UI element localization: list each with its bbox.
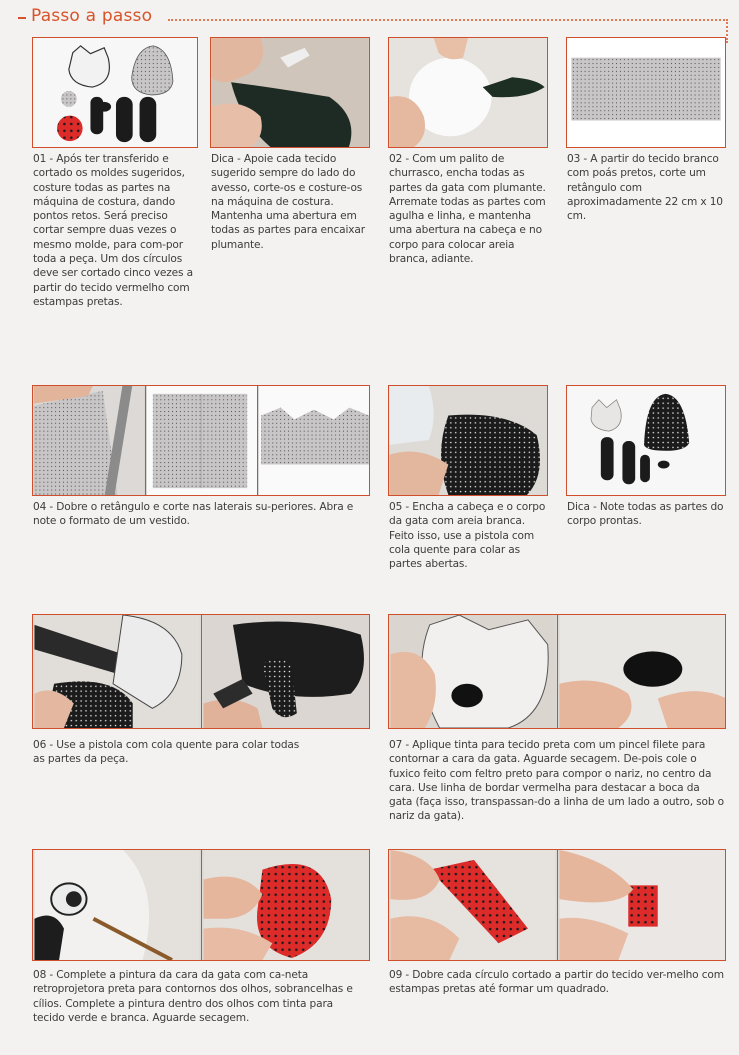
photo-step-04 <box>32 385 370 496</box>
header-dotted-rule <box>168 19 728 21</box>
caption-step-05: 05 - Encha a cabeça e o corpo da gata com areia branca. Feito isso, use a pistola com cola quente para colar as partes abertas. <box>389 501 546 571</box>
folded-square-image <box>558 850 726 960</box>
photo-step-06 <box>32 614 370 729</box>
painting-face-image <box>389 615 557 728</box>
folding-circle-image <box>389 850 557 960</box>
caption-step-02: 02 - Com um palito de churrasco, encha todas as partes da gata com plumante. Arremate todas as partes com agulha e linha, e mantenha uma abertura na cabeça e no corpo para colocar areia branca, adiante. <box>389 153 546 266</box>
stuffing-image <box>389 38 547 147</box>
caption-dica-1: Dica - Apoie cada tecido sugerido sempre do lado do avesso, corte-os e costure-os na máquina de costura. Mantenha uma abertura em todas as partes para encaixar plumante. <box>211 153 365 251</box>
gluing-parts-image <box>202 615 370 728</box>
glue-gun-image <box>33 615 201 728</box>
photo-step-09 <box>388 849 726 961</box>
caption-step-07: 07 - Aplique tinta para tecido preta com um pincel filete para contornar a cara da gata. Aguarde secagem. De-pois cole o fuxico feito com feltro preto para compor o nariz, no centro da cara. Use linha de bordar vermelha para destacar a boca da gata (faça isso, transpassan-do a linha de um lado a outro, sob o nariz da gata). <box>389 739 724 823</box>
photo-step-02 <box>388 37 548 148</box>
sand-filling-image <box>389 386 547 495</box>
cutting-fabric-image <box>33 386 145 495</box>
black-nose-image <box>558 615 726 728</box>
sewing-hands-image <box>211 38 369 147</box>
header-dash <box>18 17 26 19</box>
fabric-rectangle-image <box>567 38 725 147</box>
caption-step-04: 04 - Dobre o retângulo e corte nas laterais su-periores. Abra e note o formato de um vestido. <box>33 501 354 528</box>
eye-painting-image <box>33 850 201 960</box>
folded-fabric-image <box>146 386 258 495</box>
caption-step-01: 01 - Após ter transferido e cortado os moldes sugeridos, costure todas as partes na máquina de costura, dando pontos retos. Será preciso cortar sempre duas vezes o mesmo molde, para com-por toda a peça. Um dos círculos deve ser cortado cinco vezes a partir do tecido vermelho com estampas pretas. <box>33 153 193 308</box>
finished-parts-image <box>567 386 725 495</box>
photo-step-07 <box>388 614 726 729</box>
photo-dica-1 <box>210 37 370 148</box>
header-dotted-corner <box>726 19 728 43</box>
page-title: Passo a passo <box>31 6 153 26</box>
photo-step-03 <box>566 37 726 148</box>
pattern-pieces-image <box>33 38 197 147</box>
photo-step-05 <box>388 385 548 496</box>
caption-step-08: 08 - Complete a pintura da cara da gata com ca-neta retroprojetora preta para contornos dos olhos, sobrancelhas e cílios. Complete a pintura dentro dos olhos com tinta para tecido verde e branca. Aguarde secagem. <box>33 969 353 1024</box>
photo-step-08 <box>32 849 370 961</box>
caption-step-06: 06 - Use a pistola com cola quente para colar todas as partes da peça. <box>33 739 300 766</box>
photo-dica-2 <box>566 385 726 496</box>
photo-step-01 <box>32 37 198 148</box>
caption-dica-2: Dica - Note todas as partes do corpo prontas. <box>567 501 724 528</box>
caption-step-09: 09 - Dobre cada círculo cortado a partir do tecido ver-melho com estampas pretas até formar um quadrado. <box>389 969 724 996</box>
caption-step-03: 03 - A partir do tecido branco com poás pretos, corte um retângulo com aproximadamente 22 cm x 10 cm. <box>567 153 723 223</box>
red-circle-fabric-image <box>202 850 370 960</box>
dress-shape-image <box>258 386 370 495</box>
section-header <box>18 6 728 32</box>
